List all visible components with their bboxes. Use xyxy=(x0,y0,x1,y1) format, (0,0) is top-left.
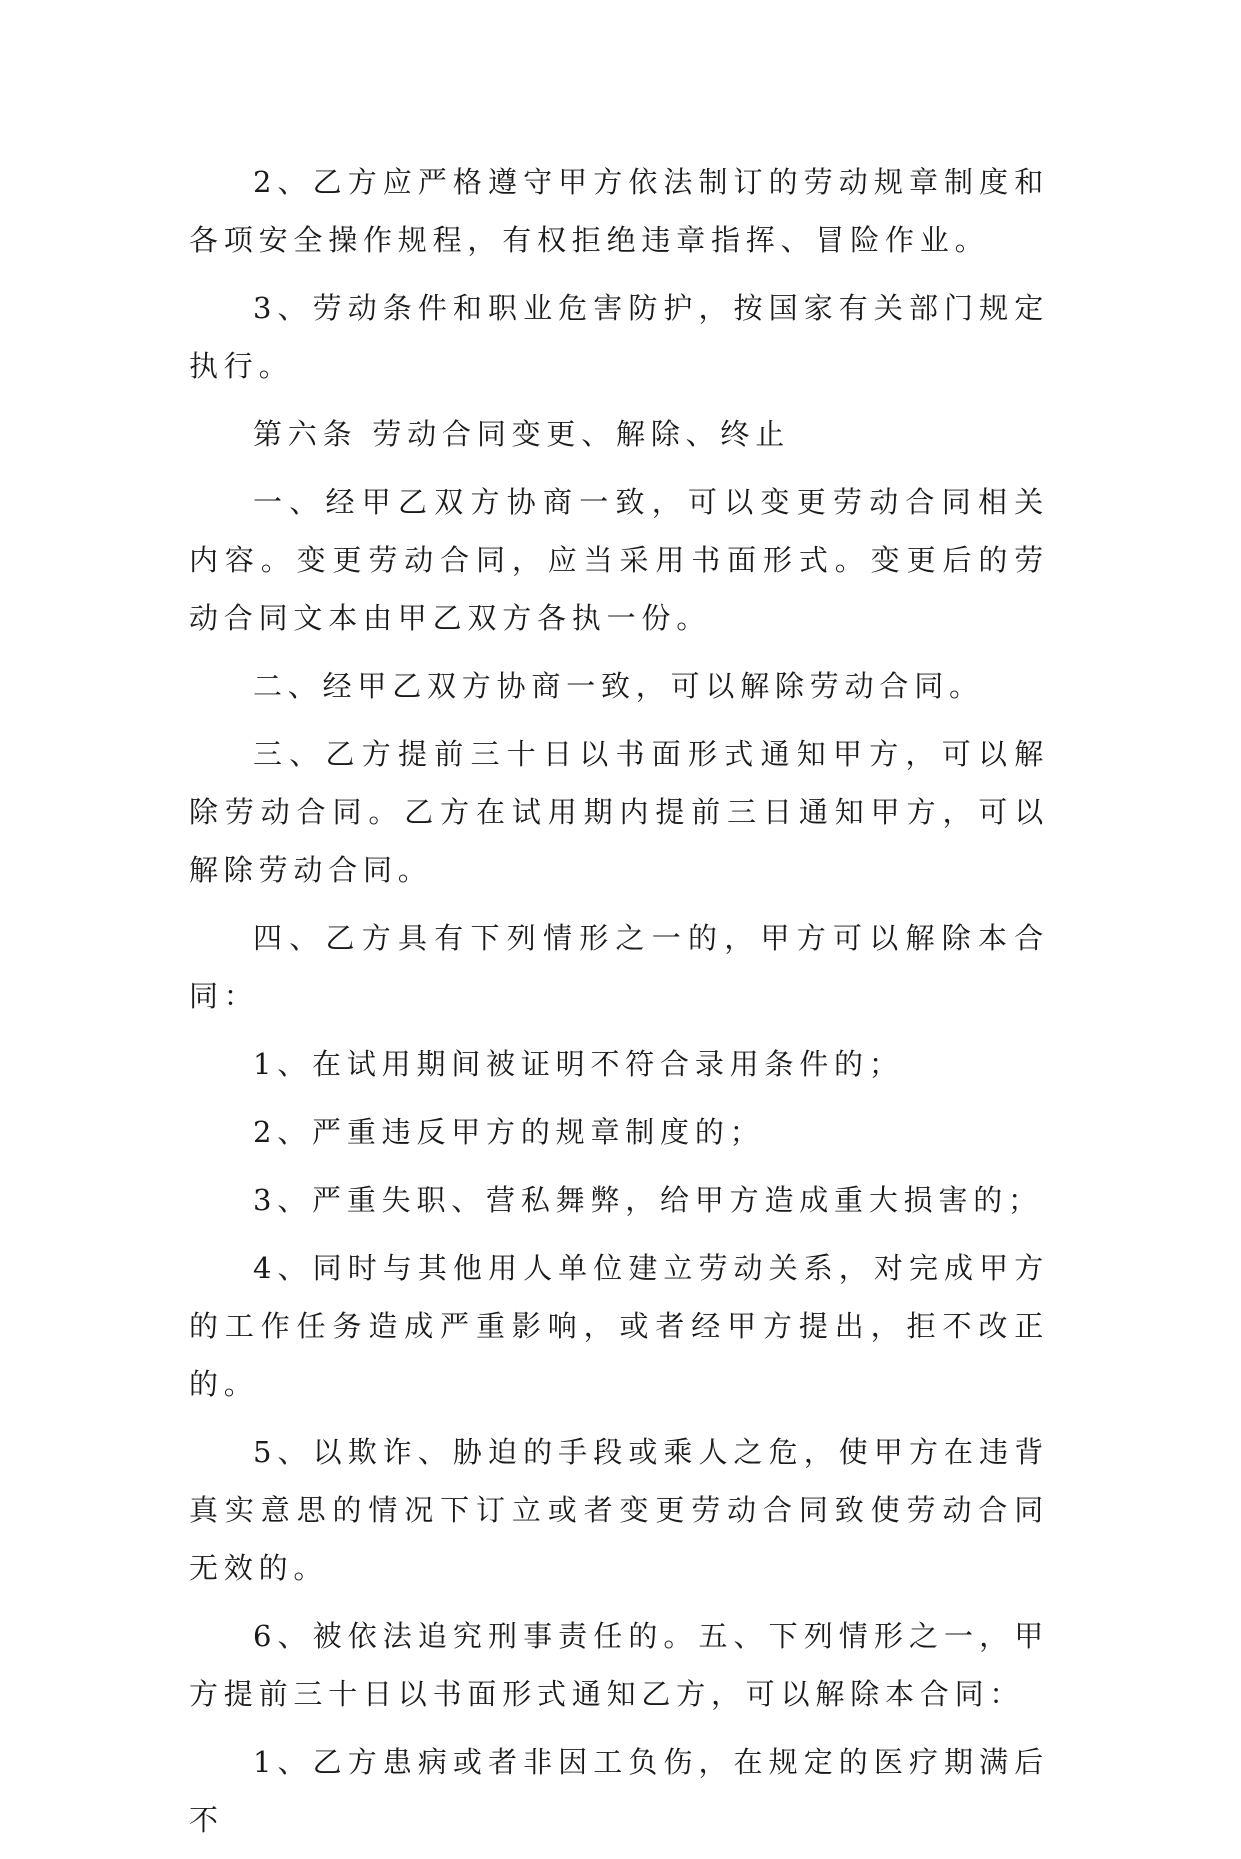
list-item-negligence: 3、严重失职、营私舞弊，给甲方造成重大损害的； xyxy=(253,1183,1043,1217)
paragraph-clause-3-conditions: 3、劳动条件和职业危害防护，按国家有关部门规定执行。 xyxy=(189,291,1049,383)
list-item-illness: 1、乙方患病或者非因工负伤，在规定的医疗期满后不 xyxy=(189,1745,1049,1837)
list-item-probation: 1、在试用期间被证明不符合录用条件的； xyxy=(253,1047,904,1081)
list-item-rule-violation: 2、严重违反甲方的规章制度的； xyxy=(253,1115,765,1149)
paragraph-mutual-termination: 二、经甲乙双方协商一致，可以解除劳动合同。 xyxy=(253,669,984,703)
document-page xyxy=(189,153,1049,1859)
paragraph-change-contract: 一、经甲乙双方协商一致，可以变更劳动合同相关内容。变更劳动合同，应当采用书面形式。变更后的劳动合同文本由甲乙双方各执一份。 xyxy=(189,485,1049,635)
list-item-dual-employment: 4、同时与其他用人单位建立劳动关系，对完成甲方的工作任务造成严重影响，或者经甲方提出，拒不改正的。 xyxy=(189,1251,1049,1401)
paragraph-clause-2-rules: 2、乙方应严格遵守甲方依法制订的劳动规章制度和各项安全操作规程，有权拒绝违章指挥、冒险作业。 xyxy=(189,165,1049,257)
paragraph-employee-notice: 三、乙方提前三十日以书面形式通知甲方，可以解除劳动合同。乙方在试用期内提前三日通知甲方，可以解除劳动合同。 xyxy=(189,737,1049,887)
list-item-criminal-liability: 6、被依法追究刑事责任的。五、下列情形之一，甲方提前三十日以书面形式通知乙方，可以解除本合同： xyxy=(189,1619,1049,1711)
list-item-fraud: 5、以欺诈、胁迫的手段或乘人之危，使甲方在违背真实意思的情况下订立或者变更劳动合同致使劳动合同无效的。 xyxy=(189,1435,1049,1585)
section-heading-article-6: 第六条 劳动合同变更、解除、终止 xyxy=(253,417,791,451)
paragraph-employer-termination-intro: 四、乙方具有下列情形之一的，甲方可以解除本合同： xyxy=(189,921,1049,1013)
